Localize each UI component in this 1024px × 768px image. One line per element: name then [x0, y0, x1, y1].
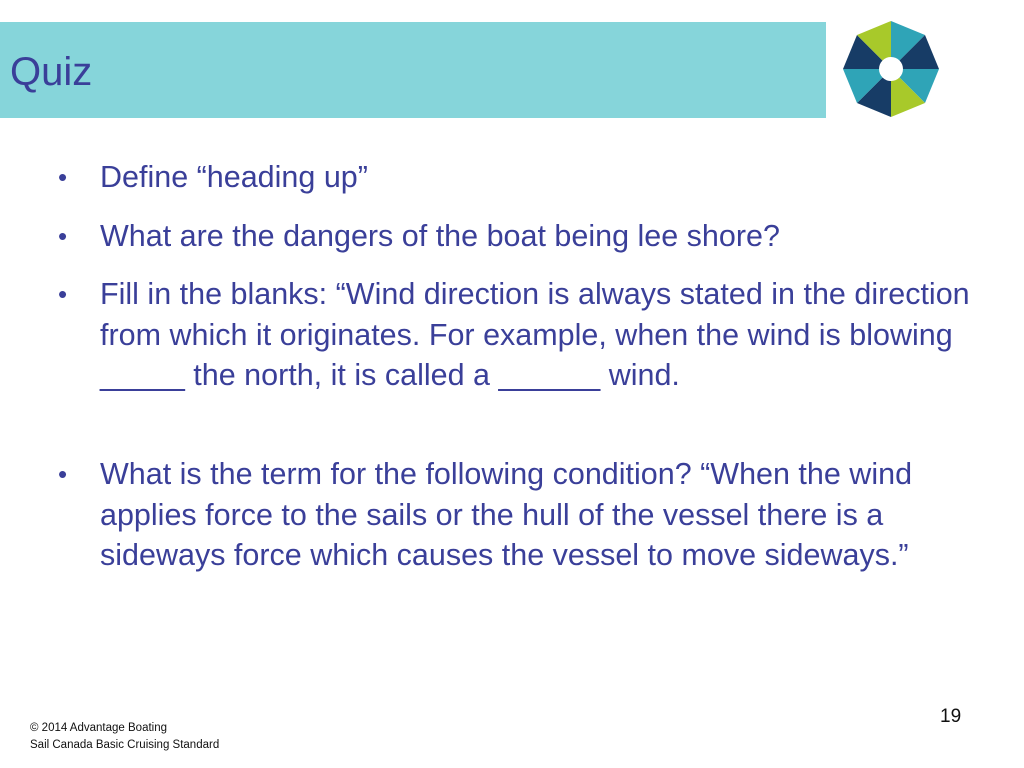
- slide-title: Quiz: [10, 50, 93, 94]
- footer-standard: Sail Canada Basic Cruising Standard: [30, 739, 220, 751]
- pinwheel-logo-icon: [840, 18, 942, 120]
- footer-copyright: © 2014 Advantage Boating: [30, 722, 168, 734]
- bullet-item: [58, 454, 970, 576]
- bullet-text: What is the term for the following condition? “When the wind applies force to the sails or the hull of the vessel there is a sideways force which causes the vessel to move sideways.”: [100, 457, 913, 572]
- bullet-dot: •: [58, 162, 68, 192]
- footer: [30, 720, 219, 754]
- bullet-item: [58, 157, 970, 198]
- bullet-text: Fill in the blanks: “Wind direction is always stated in the direction from which it originates. For example, when the wind is blowing _____ the north, it is called a ______ wind.: [100, 277, 970, 392]
- bullet-dot: •: [58, 279, 68, 309]
- bullet-text: Define “heading up”: [100, 160, 368, 194]
- bullet-item: [58, 216, 970, 257]
- bullet-dot: •: [58, 221, 68, 251]
- bullet-text: What are the dangers of the boat being lee shore?: [100, 219, 780, 253]
- page-number: 19: [940, 706, 962, 727]
- title-bar: [0, 22, 826, 118]
- bullet-item: [58, 274, 970, 396]
- bullet-dot: •: [58, 459, 68, 489]
